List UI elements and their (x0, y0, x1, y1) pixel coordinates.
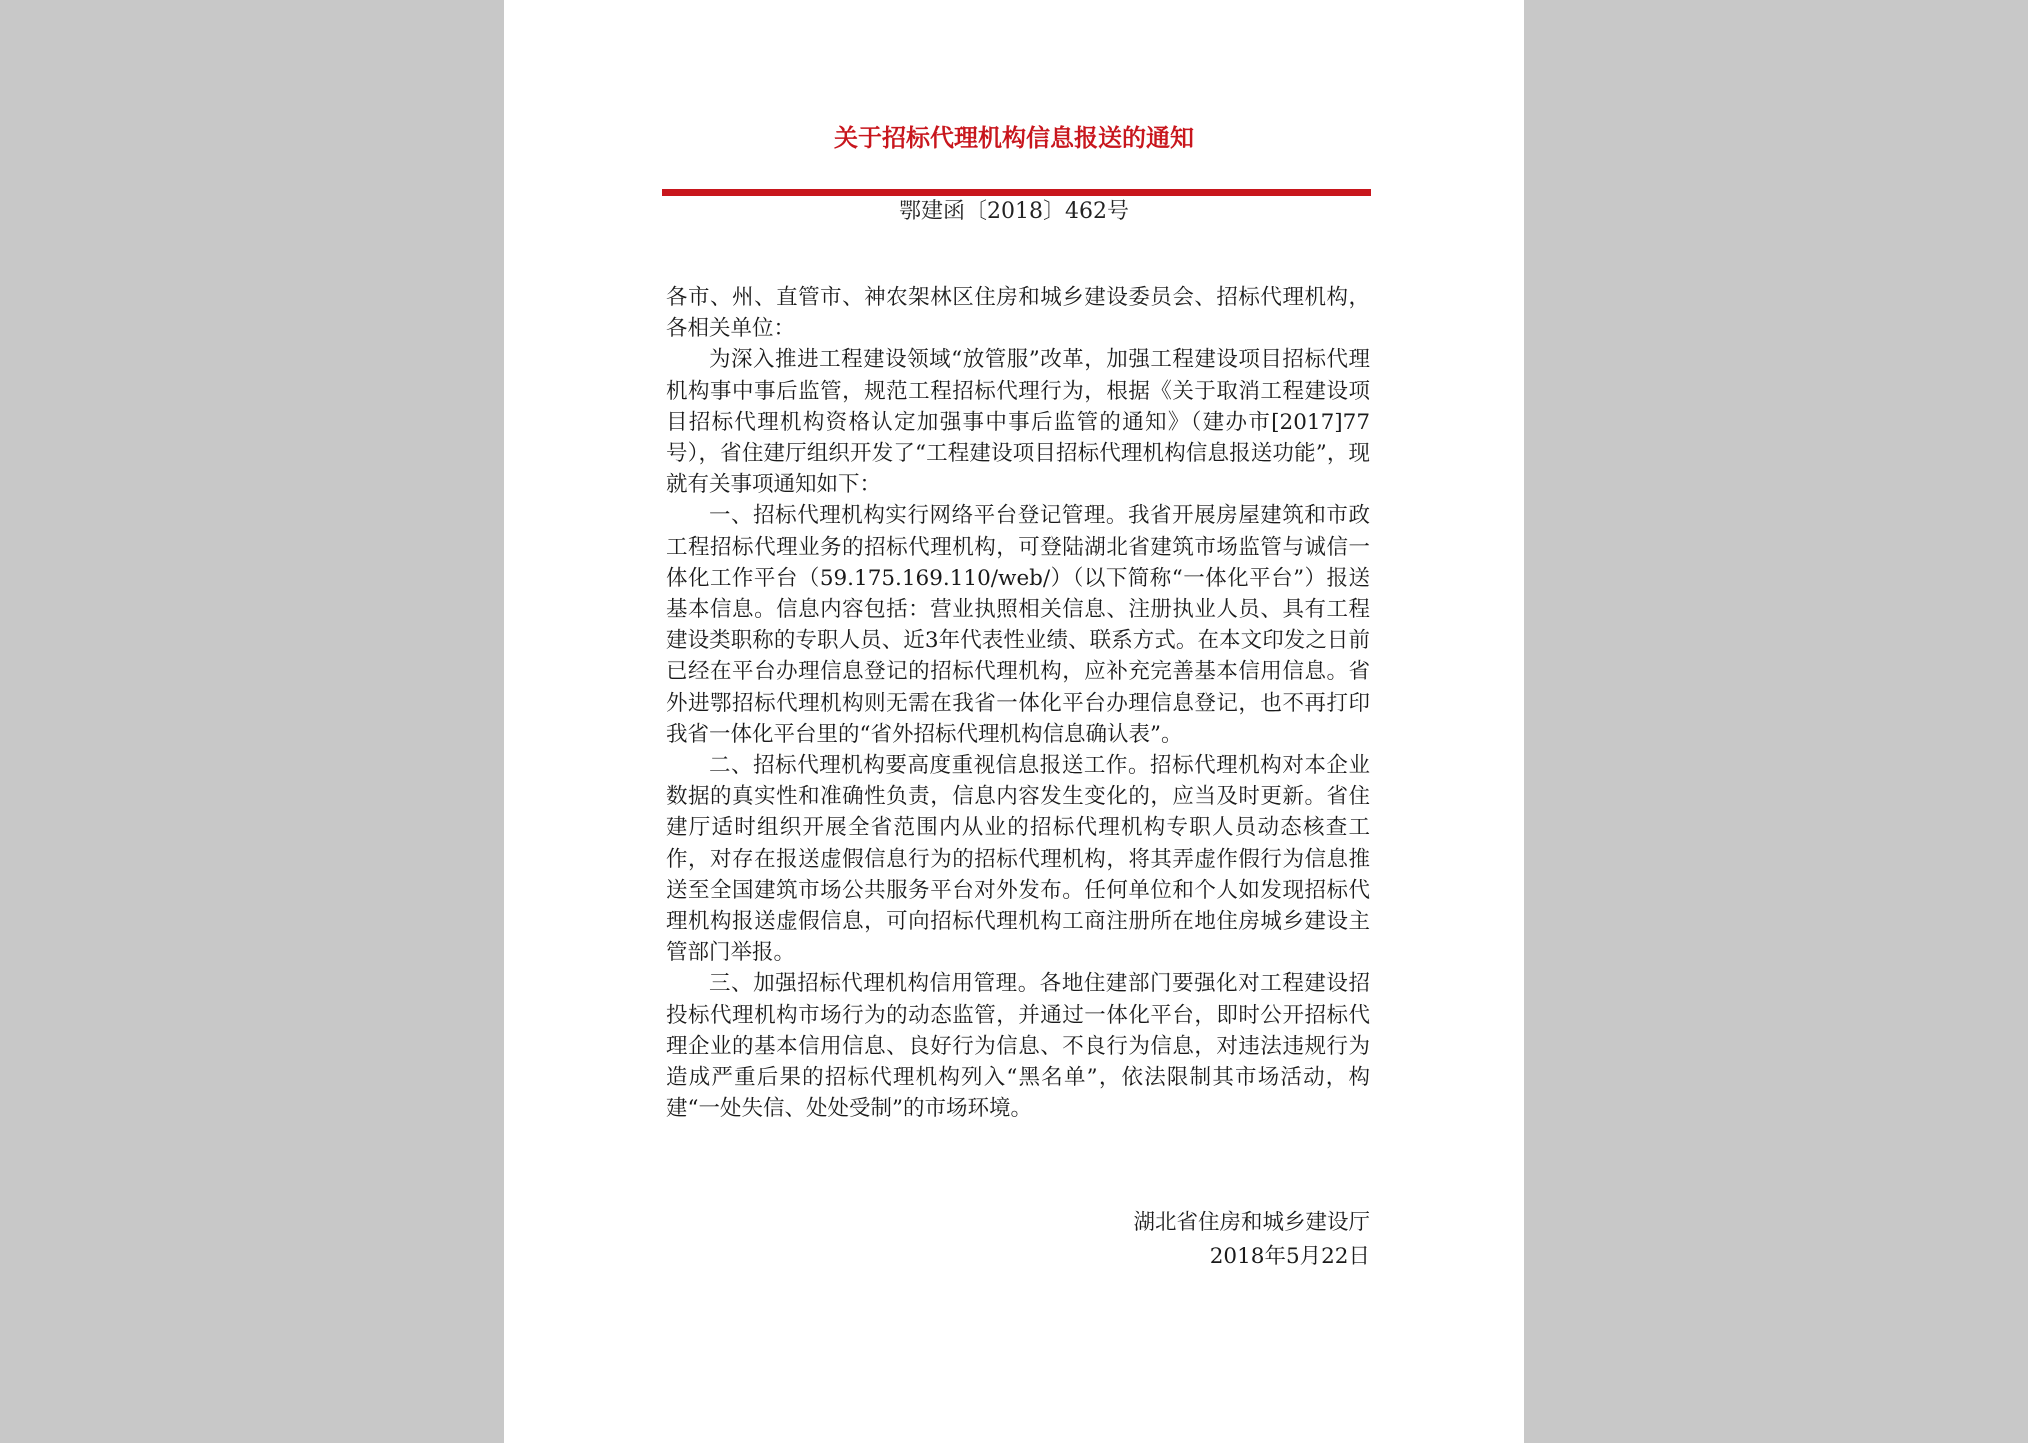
salutation: 各市、州、直管市、神农架林区住房和城乡建设委员会、招标代理机构，各相关单位： (666, 285, 1370, 342)
document-body (666, 282, 1370, 1124)
paragraph-item-3: 三、加强招标代理机构信用管理。各地住建部门要强化对工程建设招投标代理机构市场行为的动态监管，并通过一体化平台，即时公开招标代理企业的基本信用信息、良好行为信息、不良行为信息，对违法违规行为造成严重后果的招标代理机构列入“黑名单”，依法限制其市场活动，构建“一处失信、处处受制”的市场环境。 (666, 971, 1370, 1122)
document-page (504, 0, 1524, 1443)
red-header-rule (662, 189, 1371, 196)
paragraph-item-1: 一、招标代理机构实行网络平台登记管理。我省开展房屋建筑和市政工程招标代理业务的招标代理机构，可登陆湖北省建筑市场监管与诚信一体化工作平台（59.175.169.110/web/）（以下简称“一体化平台”）报送基本信息。信息内容包括：营业执照相关信息、注册执业人员、具有工程建设类职称的专职人员、近3年代表性业绩、联系方式。在本文印发之日前已经在平台办理信息登记的招标代理机构，应补充完善基本信用信息。省外进鄂招标代理机构则无需在我省一体化平台办理信息登记，也不再打印我省一体化平台里的“省外招标代理机构信息确认表”。 (666, 503, 1370, 747)
document-title: 关于招标代理机构信息报送的通知 (834, 123, 1194, 152)
document-number: 鄂建函〔2018〕462号 (899, 199, 1129, 224)
issuer-name: 湖北省住房和城乡建设厅 (1133, 1210, 1370, 1235)
issue-date: 2018年5月22日 (1209, 1244, 1370, 1269)
signature-block (666, 1206, 1370, 1274)
paragraph-intro: 为深入推进工程建设领域“放管服”改革，加强工程建设项目招标代理机构事中事后监管，规范工程招标代理行为，根据《关于取消工程建设项目招标代理机构资格认定加强事中事后监管的通知》（建办市[2017]77号），省住建厅组织开发了“工程建设项目招标代理机构信息报送功能”，现就有关事项通知如下： (666, 347, 1370, 498)
paragraph-item-2: 二、招标代理机构要高度重视信息报送工作。招标代理机构对本企业数据的真实性和准确性负责，信息内容发生变化的，应当及时更新。省住建厅适时组织开展全省范围内从业的招标代理机构专职人员动态核查工作，对存在报送虚假信息行为的招标代理机构，将其弄虚作假行为信息推送至全国建筑市场公共服务平台对外发布。任何单位和个人如发现招标代理机构报送虚假信息，可向招标代理机构工商注册所在地住房城乡建设主管部门举报。 (666, 753, 1370, 966)
